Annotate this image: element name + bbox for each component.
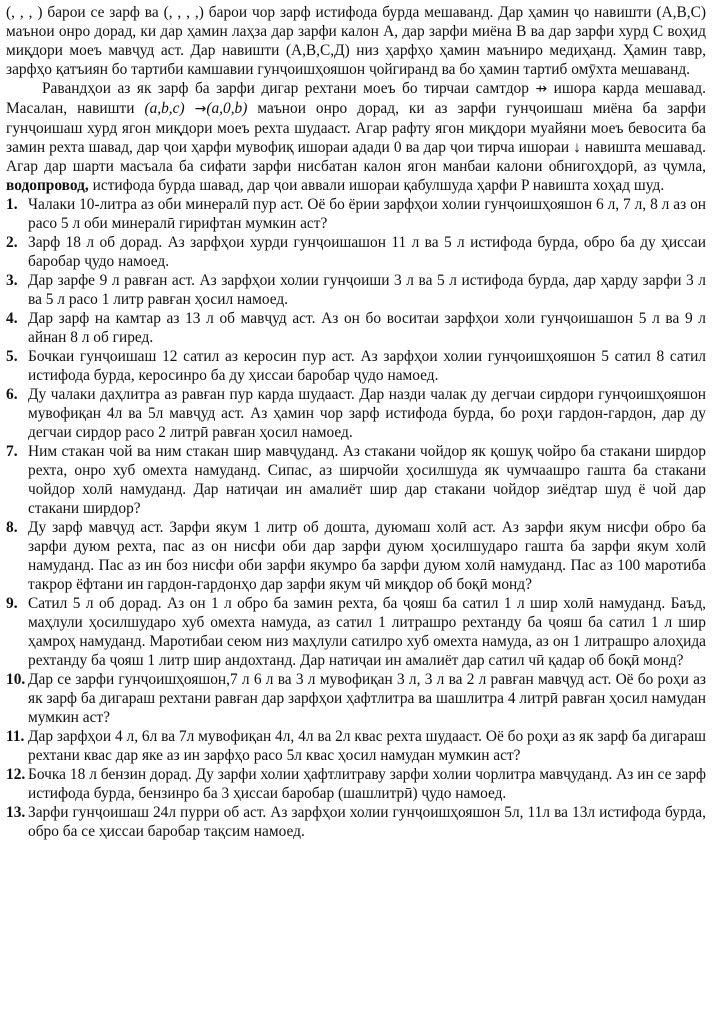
problem-text: Ним стакан чой ва ним стакан шир мавҷуданд. Аз стакани чойдор як қошуқ чойро ба стакани ширдор рехта, онро хуб омехта намуданд. Сипас, аз ширчойи ҳосилшуда як чумчаашро гашта ба стакани чойдор холӣ намуданд. Дар натиҷаи ин амалиёт шир дар стакани чойдор зиёдтар шуд ё чой дар стакани ширдор? xyxy=(28,443,706,517)
problem-number: 6. xyxy=(6,386,18,403)
problem-number: 2. xyxy=(6,234,18,251)
problem-text: Ду чалаки даҳлитра аз равған пур карда шудааст. Дар назди чалак ду дегчаи сирдори гунҷоишҳояшон мувофиқан 4л ва 5л мавҷуд аст. Аз ҳамин чор зарф истифода бурда, бо роҳи гардон-гардон, дар ду дегчаи сирдор расо 2 литрӣ равған ҳосил намоед. xyxy=(28,386,706,441)
problem-item xyxy=(6,670,706,727)
problem-item xyxy=(6,765,706,803)
problem-number: 4. xyxy=(6,310,18,327)
arrow-symbol-crossed: ⇸ xyxy=(535,81,548,97)
problem-text: Дар зарф на камтар аз 13 л об мавҷуд аст. Аз он бо воситаи зарфҳои холи гунҷоишашон 5 л ва 9 л айнан 8 л об гиред. xyxy=(28,310,706,346)
problem-list xyxy=(6,195,706,841)
problem-text: Бочкаи гунҷоишаш 12 сатил аз керосин пур аст. Аз зарфҳои холии гунҷоишҳояшон 5 сатил 8 сатил истифода бурда, керосинро ба ду ҳиссаи баробар ҷудо намоед. xyxy=(28,348,706,384)
problem-number: 3. xyxy=(6,272,18,289)
problem-number: 10. xyxy=(6,671,26,688)
tuple-after: (a,0,b) xyxy=(206,100,248,117)
problem-text: Ду зарф мавҷуд аст. Зарфи якум 1 литр об дошта, дуюмаш холӣ аст. Аз зарфи якум нисфи обро ба зарфи дуюм рехта, пас аз он нисфи оби дар зарфи дуюм ҳосилшударо гашта ба зарфи якум холӣ намуданд. Пас аз ин боз нисфи оби зарфи якумро ба зарфи дуюм холӣ намуданд. Пас аз 100 маротиба такрор ёфтани ин гардон-гардонҳо дар зарфи якум чӣ миқдор об боқӣ монд? xyxy=(28,519,706,593)
problem-item xyxy=(6,347,706,385)
problem-text: Бочка 18 л бензин дорад. Ду зарфи холии ҳафтлитраву зарфи холии чорлитра мавҷуданд. Аз ин се зарф истифода бурда, бензинро ба 3 ҳиссаи баробар (шашлитрӣ) ҷудо намоед. xyxy=(28,766,706,802)
problem-number: 1. xyxy=(6,196,18,213)
problem-item xyxy=(6,195,706,233)
problem-item xyxy=(6,309,706,347)
intro-text-c: маънои онро дорад, ки аз зарфи гунҷоишаш миёна ба зарфи гунҷоишаш хурд ягон миқдори моеъ рехта шудааст. Агар рафту ягон миқдори муайяни моеъ бевосита ба замин рехта шавад, дар ҷои ҳарфи мувофиқ ишораи адади 0 ва дар ҷои тирча ишораи ↓ навишта мешавад. Агар дар шарти масъала ба сифати зарфи нисбатан калон ягон манбаи калони обнигоҳдорӣ, аз ҷумла, xyxy=(6,100,706,175)
problem-number: 12. xyxy=(6,766,26,783)
problem-text: Зарф 18 л об дорад. Аз зарфҳои хурди гунҷоишашон 11 л ва 5 л истифода бурда, обро ба ду ҳиссаи баробар ҷудо намоед. xyxy=(28,234,706,270)
intro-text-a: Равандҳои аз як зарф ба зарфи дигар рехтани моеъ бо тирчаи самтдор xyxy=(42,80,536,97)
problem-number: 8. xyxy=(6,519,18,536)
problem-text: Дар зарфе 9 л равған аст. Аз зарфҳои холии гунҷоиши 3 л ва 5 л истифода бурда, дар ҳарду зарфи 3 л ва 5 л расо 1 литр равған ҳосил намоед. xyxy=(28,272,706,308)
problem-item xyxy=(6,594,706,670)
problem-text: Сатил 5 л об дорад. Аз он 1 л обро ба замин рехта, ба ҷояш ба сатил 1 л шир холӣ намуданд. Баъд, маҳлули ҳосилшударо хуб омехта намуда, аз сатил 1 литрашро рехтанду ба ҷояш ба сатил 1 л шир ҳамроҳ намуданд. Маротибаи сеюм низ маҳлули сатилро хуб омехта намуда, аз он 1 литрашро алоҳида рехтанду ба ҷояш 1 литр шир андохтанд. Дар натиҷаи ин амалиёт дар сатил чӣ қадар об боқӣ монд? xyxy=(28,595,706,669)
intro-bold-term: водопровод, xyxy=(6,177,89,194)
problem-item xyxy=(6,442,706,518)
problem-text: Дар зарфҳои 4 л, 6л ва 7л мувофиқан 4л, 4л ва 2л квас рехта шудааст. Оё бо роҳи аз як зарф ба дигараш рехтани квас дар яке аз ин зарфҳо расо 5л квас ҳосил намудан мумкин аст? xyxy=(28,728,706,764)
problem-item xyxy=(6,518,706,594)
problem-text: Чалаки 10-литра аз оби минералӣ пур аст. Оё бо ёрии зарфҳои холии гунҷоишҳояшон 6 л, 7 л, 8 л аз он расо 5 л оби минералӣ гирифтан мумкин аст? xyxy=(28,196,706,232)
problem-item xyxy=(6,271,706,309)
problem-number: 11. xyxy=(6,728,25,745)
problem-number: 9. xyxy=(6,595,18,612)
arrow-symbol: → xyxy=(194,101,207,117)
problem-number: 13. xyxy=(6,804,26,821)
problem-item xyxy=(6,233,706,271)
intro-section xyxy=(6,3,706,195)
intro-text-d: истифода бурда шавад, дар ҷои аввали ишораи қабулшуда ҳарфи P навишта хоҳад шуд. xyxy=(88,177,665,194)
problem-item xyxy=(6,385,706,442)
tuple-before: (a,b,c) xyxy=(144,100,185,117)
intro-paragraph-1: (, , , ) барои се зарф ва (, , , ,) барои чор зарф истифода бурда мешаванд. Дар ҳамин ҷо навишти (A,B,C) маънои онро дорад, ки дар ҳамин лаҳза дар зарфи калон A, дар зарфи миёна B ва дар зарфи хурд C воҳид миқдори моеъ мавҷуд аст. Дар навишти (A,B,C,Д) низ ҳарфҳо ҳамин маънирo медиҳанд. Ҳамин тавр, зарфҳо қатъиян бо тартиби камшавии гунҷоишҳояшон ҷойгиранд ва бо ҳамин тартиб омӯхта мешаванд. xyxy=(6,4,706,78)
intro-paragraph-2 xyxy=(6,79,706,195)
problem-text: Зарфи гунҷоишаш 24л пурри об аст. Аз зарфҳои холии гунҷоишҳояшон 5л, 11л ва 13л истифода бурда, обро ба се ҳиссаи баробар тақсим намоед. xyxy=(28,804,706,840)
problem-number: 5. xyxy=(6,348,18,365)
problem-item xyxy=(6,803,706,841)
problem-text: Дар се зарфи гунҷоишҳояшон,7 л 6 л ва 3 л мувофиқан 3 л, 3 л ва 2 л равған мавҷуд аст. Оё бо роҳи аз як зарф ба дигараш рехтани равған дар зарфҳои ҳафтлитра ва шашлитра 4 литрӣ равған ҳосил намудан мумкин аст? xyxy=(28,671,706,726)
problem-item xyxy=(6,727,706,765)
problem-number: 7. xyxy=(6,443,18,460)
intro-text-b: ишора карда мешавад. Масалан, навишти xyxy=(6,80,706,117)
